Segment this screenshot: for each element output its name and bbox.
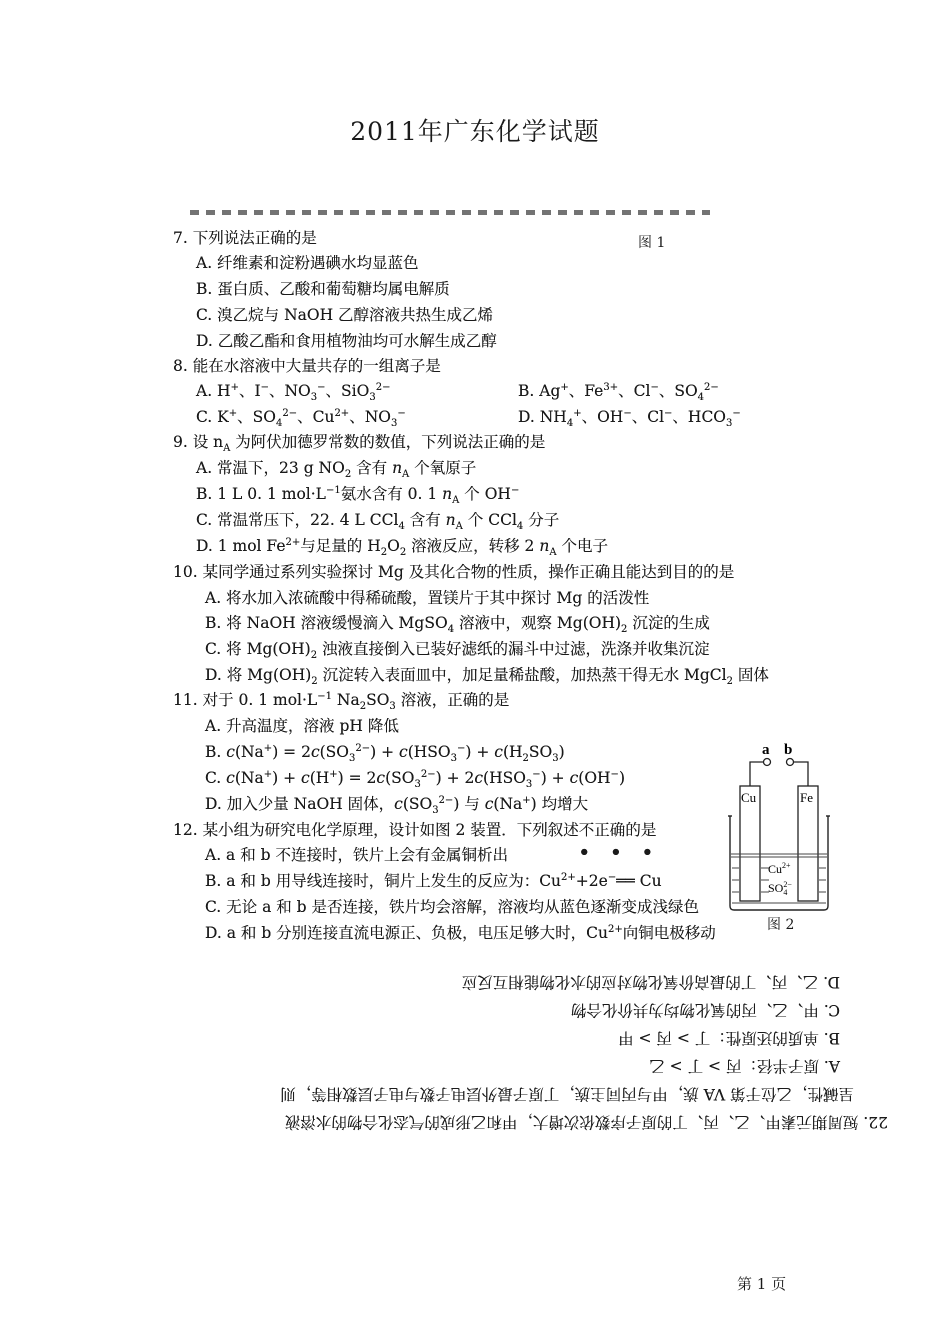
- figure-2-electrochemical-cell: [722, 738, 832, 938]
- page-number: 第 1 页: [737, 1275, 787, 1293]
- page-title: 2011年广东化学试题: [350, 117, 600, 146]
- q22-option-b: B. 单质的还原性：丁 > 丙 > 甲: [618, 1029, 840, 1047]
- q7-option-c: C. 溴乙烷与 NaOH 乙醇溶液共热生成乙烯: [196, 306, 494, 324]
- terminal-a: [764, 759, 771, 766]
- q9-stem: 9. 设 $n_A$ 为阿伏加德罗常数的数值，下列说法正确的是: [173, 433, 546, 455]
- terminal-b: [787, 759, 794, 766]
- q7-stem: 7. 下列说法正确的是: [173, 229, 317, 247]
- q22-stem-line1: 22. 短周期元素甲、乙、丙、丁的原子序数依次增大，甲和乙形成的气态化合物的水溶液: [284, 1113, 888, 1131]
- q7-option-a: A. 纤维素和淀粉遇碘水均显蓝色: [196, 254, 419, 272]
- q8-option-c: C. K+、$SO_4^{2-}$、$Cu^{2+}$、$NO_3^-$: [196, 407, 406, 430]
- q22-stem-line2: 呈碱性，乙位于第 VA 族，甲与丙同主族，丁原子最外层电子数与电子层数相等，则: [280, 1085, 854, 1103]
- q10-stem: 10. 某同学通过系列实验探讨 Mg 及其化合物的性质，操作正确且能达到目的的是: [173, 563, 735, 581]
- figure-1-label: 图 1: [638, 235, 666, 251]
- q22-option-d: D. 乙、丙、丁的最高价氧化物对应的水化物能相互反应: [461, 973, 840, 991]
- cropped-previous-line: [190, 207, 710, 215]
- q10-option-a: A. 将水加入浓硫酸中得稀硫酸，置镁片于其中探讨 Mg 的活泼性: [205, 589, 650, 607]
- q10-option-d: D. 将 $Mg(OH)_2$ 沉淀转入表面皿中，加足量稀盐酸，加热蒸干得无水 MgCl$_2$ 固体: [205, 666, 769, 688]
- q7-option-b: B. 蛋白质、乙酸和葡萄糖均属电解质: [196, 280, 450, 298]
- inverted-question-22: [168, 960, 888, 1140]
- wire-b: [794, 762, 809, 786]
- q12-option-b: B. a 和 b 用导线连接时，铜片上发生的反应为：$Cu^{2+}+2e^-══$ Cu: [205, 871, 662, 890]
- q11-option-c: C. $c(Na^+) + c(H^+) = 2c(SO_3^{2-}) + 2c(HSO_3^-) + c(OH^-)$: [205, 768, 625, 791]
- q12-option-c: C. 无论 a 和 b 是否连接，铁片均会溶解，溶液均从蓝色逐渐变成浅绿色: [205, 898, 700, 916]
- wire-a: [750, 762, 764, 786]
- q8-option-b: B. Ag+、$Fe^{3+}$、Cl−、$SO_4^{2-}$: [518, 381, 719, 404]
- cu-ion-label: $Cu^{2+}$: [768, 861, 791, 876]
- q22-option-c: C. 甲、乙、丙的氧化物均为共价化合物: [570, 1001, 840, 1019]
- q11-stem: 11. 对于 0. 1 $mol\cdot L^{-1}$ $Na_2SO_3$ 溶液，正确的是: [173, 690, 510, 713]
- q8-option-d: D. $NH_4^+$、OH−、Cl−、$HCO_3^-$: [518, 407, 741, 430]
- sulfate-ion-label: $SO_42-$: [768, 880, 792, 897]
- q11-option-d: D. 加入少量 NaOH 固体，$c(SO_3^{2-})$ 与 c(Na+) 均增大: [205, 794, 589, 817]
- emphasis-not-correct: 不正确 ● ● ●: [578, 821, 662, 856]
- copper-label: Cu: [741, 790, 757, 805]
- q10-option-c: C. 将 $Mg(OH)_2$ 浊液直接倒入已装好滤纸的漏斗中过滤，洗涤并收集沉淀: [205, 640, 710, 662]
- q12-stem: 12. 某小组为研究电化学原理，设计如图 2 装置．下列叙述不正确 ● ● ● 的是: [173, 821, 662, 856]
- terminal-a-label: a: [762, 742, 770, 758]
- q9-option-d: D. 1 mol $Fe^{2+}$与足量的 $H_2O_2$ 溶液反应，转移 2 $n_A$ 个电子: [196, 536, 608, 559]
- figure-2-caption: 图 2: [767, 917, 795, 933]
- q10-option-b: B. 将 NaOH 溶液缓慢滴入 MgSO$_4$ 溶液中，观察 $Mg(OH)_2$ 沉淀的生成: [205, 614, 710, 636]
- q12-option-d: D. a 和 b 分别连接直流电源正、负极，电压足够大时，$Cu^{2+}$向铜电极移动: [205, 923, 716, 942]
- q8-stem: 8. 能在水溶液中大量共存的一组离子是: [173, 357, 441, 375]
- q11-option-a: A. 升高温度，溶液 pH 降低: [205, 717, 399, 735]
- q11-option-b: B. $c(Na^+) = 2c(SO_3^{2-}) + c(HSO_3^-) + c(H_2SO_3)$: [205, 742, 565, 765]
- q12-option-a: A. a 和 b 不连接时，铁片上会有金属铜析出: [205, 846, 508, 864]
- q9-option-b: B. 1 L 0. 1 $mol\cdot L^{-1}$氨水含有 0. 1 $n_A$ 个 OH−: [196, 484, 520, 507]
- q9-option-a: A. 常温下，23 g $NO_2$ 含有 $n_A$ 个氧原子: [196, 459, 477, 481]
- terminal-b-label: b: [784, 742, 793, 758]
- q7-option-d: D. 乙酸乙酯和食用植物油均可水解生成乙醇: [196, 332, 497, 350]
- q9-option-c: C. 常温常压下，22. 4 L CCl$_4$ 含有 $n_A$ 个 CCl$_4$ 分子: [196, 511, 560, 533]
- q22-option-a: A. 原子半径：丙 > 丁 > 乙: [649, 1057, 840, 1075]
- q8-option-a: A. H+、I−、$NO_3^-$、SiO$_3^{2-}$: [196, 381, 391, 404]
- iron-label: Fe: [800, 790, 813, 805]
